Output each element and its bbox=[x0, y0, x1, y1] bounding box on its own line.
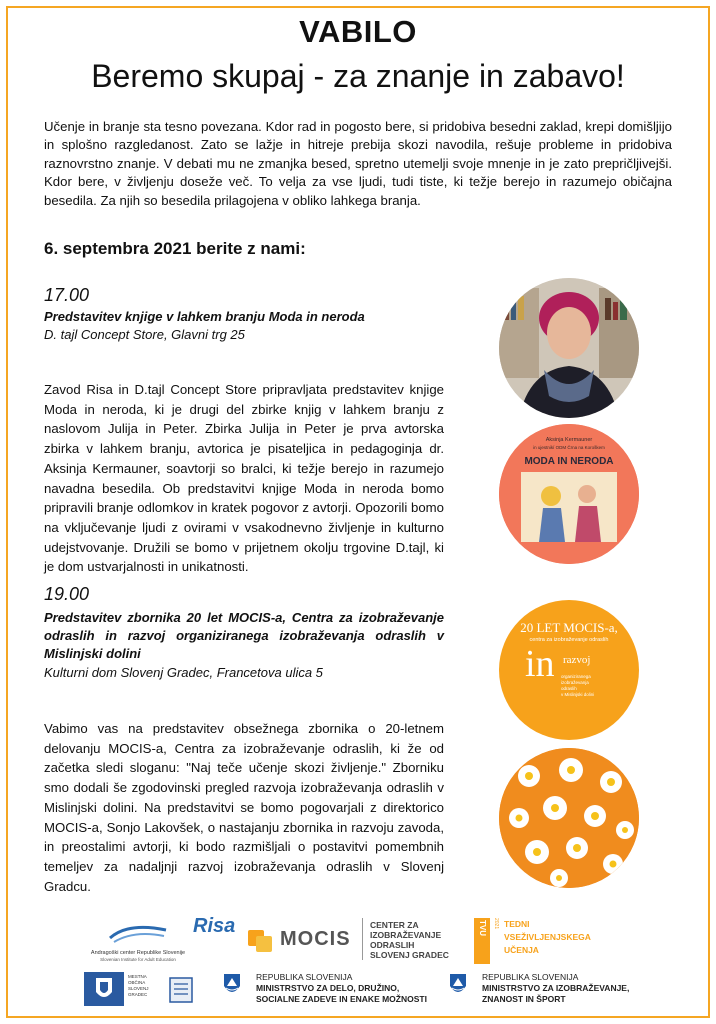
tvu-year: 2021 bbox=[493, 918, 499, 930]
tvu-text bbox=[504, 918, 591, 957]
acs-logo bbox=[86, 920, 190, 963]
mocis-name-line: IZOBRAŽEVANJE bbox=[370, 930, 442, 940]
ministry-line: SOCIALNE ZADEVE IN ENAKE MOŽNOSTI bbox=[256, 994, 427, 1004]
event-time: 17.00 bbox=[44, 285, 90, 305]
sponsor-logos bbox=[0, 912, 716, 1012]
mocis-in-text: in bbox=[525, 643, 555, 685]
risa-text: Risa bbox=[193, 915, 236, 937]
author-photo-illustration bbox=[499, 278, 639, 418]
ministry-labor bbox=[256, 972, 427, 1005]
event-description: Zavod Risa in D.tajl Concept Store pripravljata predstavitev knjige Moda in neroda, ki je drugi del zbirke knjig v lahkem branju z naslovom Julija in Peter. Zbirka Julija in Peter je prva avtorska zbirka v lahkem branju, avtorica je pisateljica in pedagoginja dr. Aksinja Kermauner, soavtorji so bralci, ki težje berejo in razumejo navadna besedila. Ob predstavitvi knjige Moda in neroda bomo pripravili branje odlomkov in kratek pogovor z avtorji. Opozorili bomo na vključevanje ljudi z ovirami v vsakodnevno življenje in kulturno udejstvovanje. Družili se bomo v prijetnem okolju trgovine D.tajl, ki je dom ustvarjalnosti in unikatnosti. bbox=[44, 382, 444, 575]
daisy-flowers-image bbox=[499, 748, 639, 888]
acs-wave-icon bbox=[108, 920, 168, 946]
book-cover-image bbox=[499, 424, 639, 564]
mocis-icon bbox=[246, 924, 276, 954]
mocis-top-text: 20 LET MOCIS-a, bbox=[520, 620, 618, 635]
municipality-line: OBČINA bbox=[128, 980, 146, 985]
library-icon bbox=[166, 972, 196, 1006]
acs-name-en: Slovenian Institute for Adult Education bbox=[100, 957, 176, 962]
author-photo bbox=[499, 278, 639, 418]
municipality-name bbox=[128, 974, 149, 998]
mocis-small-line: v Mislinjski dolini bbox=[561, 692, 595, 697]
mocis-sub-text: centra za izobraževanje odraslih bbox=[529, 637, 609, 643]
ministry-line: REPUBLIKA SLOVENIJA bbox=[256, 972, 353, 982]
mocis-anniversary-image bbox=[499, 600, 639, 740]
risa-logo bbox=[193, 915, 236, 960]
mocis-wordmark: MOCIS bbox=[280, 928, 351, 950]
event-description: Vabimo vas na predstavitev obsežnega zbornika o 20-letnem delovanju MOCIS-a, Centra za izobraževanje odraslih, ki že od začetka sledi sloganu: "Naj teče učenje skozi življenje." Zborniku smo dodali še zgodovinski pregled razvoja izobraževanja odraslih v Mislinjski dolini. Na predstavitvi se bomo pogovarjali z direktorico MOCIS-a, Sonjo Lakovšek, o nastajanju zbornika in razvoju zavoda, in preostalimi avtorji, ki bodo razmišljali o postavitvi pomembnih temeljev za nadaljnji razvoj izobraževanja odraslih v Slovenj Gradcu. bbox=[44, 721, 444, 894]
coat-of-arms-shape-icon bbox=[448, 972, 468, 998]
mocis-name-line: CENTER ZA bbox=[370, 920, 419, 930]
event-time: 19.00 bbox=[44, 584, 90, 604]
date-heading: 6. septembra 2021 berite z nami: bbox=[44, 239, 306, 258]
tvu-line: TEDNI bbox=[504, 919, 530, 929]
daisy-illustration bbox=[499, 748, 639, 888]
event-title: Predstavitev zbornika 20 let MOCIS-a, Centra za izobraževanje odraslih in razvoj organiziranega izobraževanja odraslih v Mislinjski dolini bbox=[44, 610, 444, 661]
municipality-line: MESTNA bbox=[128, 974, 147, 979]
municipality-line: SLOVENJ bbox=[128, 986, 149, 991]
event-location: D. tajl Concept Store, Glavni trg 25 bbox=[44, 327, 245, 342]
library-shape-icon bbox=[166, 972, 196, 1006]
ministry-line: MINISTRSTVO ZA IZOBRAŽEVANJE, bbox=[482, 983, 630, 993]
ministry-line: REPUBLIKA SLOVENIJA bbox=[482, 972, 579, 982]
event-location: Kulturni dom Slovenj Gradec, Francetova ulica 5 bbox=[44, 665, 323, 680]
mocis-name-line: ODRASLIH bbox=[370, 940, 415, 950]
page-subtitle: Beremo skupaj - za znanje in zabavo! bbox=[91, 58, 625, 94]
slovenia-coat-of-arms-icon bbox=[222, 972, 242, 998]
acs-name: Andragoški center Republike Slovenije bbox=[90, 950, 186, 956]
mocis-full-name bbox=[370, 920, 449, 960]
page-title: VABILO bbox=[299, 14, 417, 49]
tvu-line: UČENJA bbox=[504, 945, 539, 955]
intro-paragraph: Učenje in branje sta tesno povezana. Kdor rad in pogosto bere, si pridobiva besedni zaklad, krepi domišljijo in splošno razgledanost. Zato se lažje in hitreje prebija skozi navodila, rešuje probleme in pridobiva raznovrstno znanje. V debati mu ne zmanjka besed, spretno utemelji svoje mnenje in je zato prepričljivejši. Kdor bere, v življenju doseže več. To velja za vse ljudi, tudi tiste, ki težje berejo in razumejo običajna besedila. Za njih so besedila prilagojena v obliko lahkega branja. bbox=[44, 119, 672, 208]
book-title: MODA IN NERODA bbox=[524, 456, 614, 467]
tvu-mark-text: TVU bbox=[478, 920, 487, 936]
tvu-mark bbox=[474, 918, 490, 964]
mocis-squares-icon bbox=[246, 924, 276, 954]
slovenia-coat-of-arms-icon bbox=[448, 972, 468, 998]
ministry-education bbox=[482, 972, 629, 1005]
book-subtitle: in ujestnikí ODM Črna na Koroškem bbox=[533, 445, 605, 450]
mocis-name-line: SLOVENJ GRADEC bbox=[370, 950, 449, 960]
ministry-line: MINISTRSTVO ZA DELO, DRUŽINO, bbox=[256, 983, 400, 993]
event-title: Predstavitev knjige v lahkem branju Moda in neroda bbox=[44, 309, 365, 324]
book-author: Aksinja Kermauner bbox=[545, 437, 593, 443]
mocis-small-line: izobraževanja bbox=[561, 680, 589, 685]
municipality-crest-icon bbox=[84, 972, 124, 1006]
crest-shape-icon bbox=[84, 972, 124, 1006]
mocis-small-line: organiziranega bbox=[561, 674, 591, 679]
tvu-line: VSEŽIVLJENJSKEGA bbox=[504, 932, 591, 942]
coat-of-arms-shape-icon bbox=[222, 972, 242, 998]
mocis-small-line: odraslih bbox=[561, 686, 577, 691]
ministry-line: ZNANOST IN ŠPORT bbox=[482, 994, 566, 1004]
municipality-line: GRADEC bbox=[128, 992, 148, 997]
mocis-razvoj-text: razvoj bbox=[563, 654, 591, 666]
mocis-small-text bbox=[561, 674, 594, 698]
logo-divider bbox=[362, 918, 363, 960]
